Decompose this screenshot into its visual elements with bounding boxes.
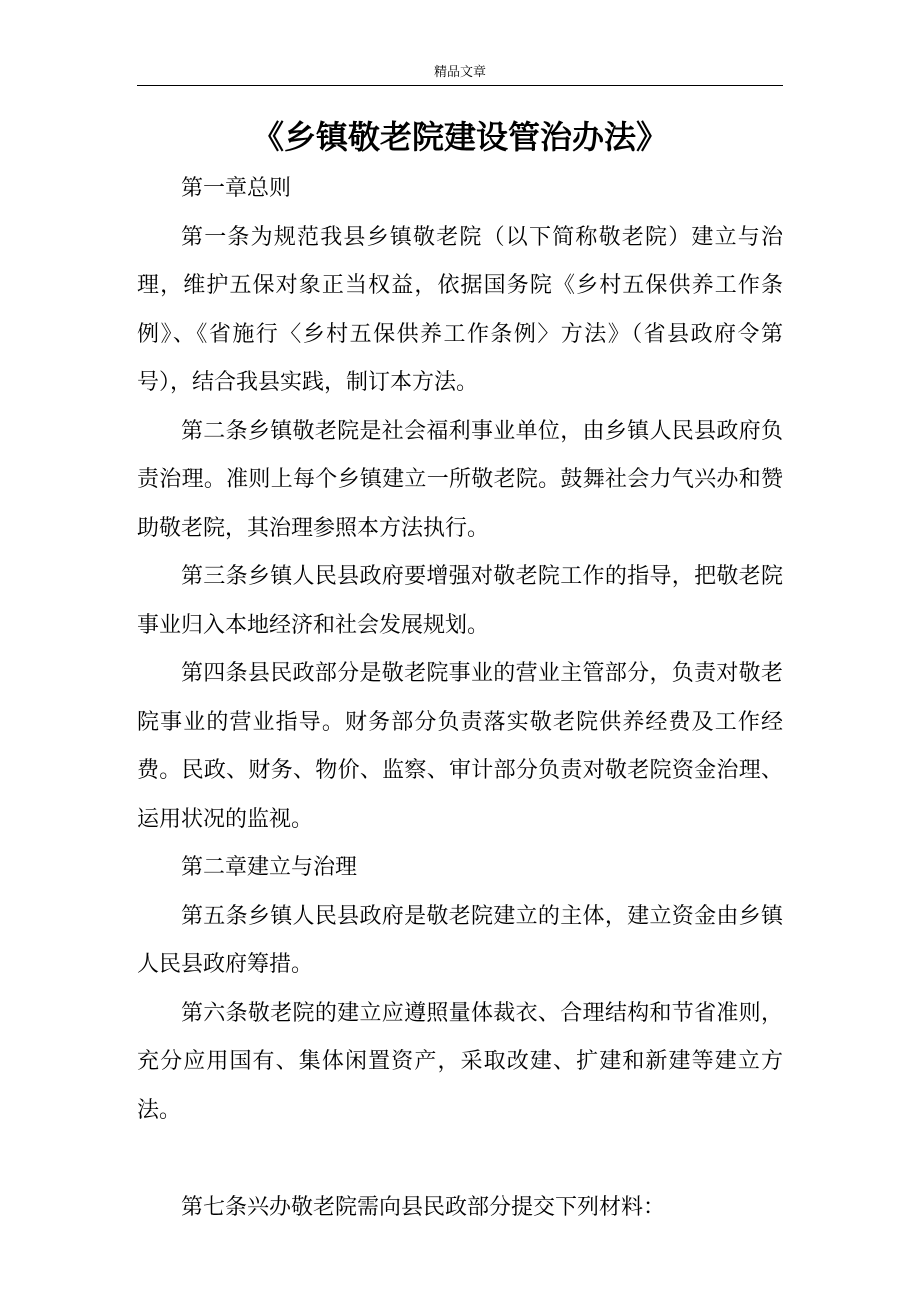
chapter-heading-2: 第二章建立与治理 [181, 855, 358, 880]
header-rule [137, 85, 783, 86]
article-2-paragraph: 第二条乡镇敬老院是社会福利事业单位，由乡镇人民县政府负责治理。准则上每个乡镇建立一所敬老院。鼓舞社会力气兴办和赞助敬老院，其治理参照本方法执行。 [137, 418, 783, 541]
paragraph-gap [137, 1135, 783, 1184]
running-header: 精品文章 [433, 65, 486, 80]
article-7-paragraph: 第七条兴办敬老院需向县民政部分提交下列材料： [181, 1194, 666, 1220]
article-5-paragraph: 第五条乡镇人民县政府是敬老院建立的主体，建立资金由乡镇人民县政府筹措。 [137, 903, 783, 977]
chapter-heading-1: 第一章总则 [181, 176, 292, 201]
article-3-paragraph: 第三条乡镇人民县政府要增强对敬老院工作的指导，把敬老院事业归入本地经济和社会发展规划。 [137, 564, 783, 638]
document-body [137, 165, 783, 1232]
article-1-paragraph: 第一条为规范我县乡镇敬老院（以下简称敬老院）建立与治理，维护五保对象正当权益，依据国务院《乡村五保供养工作条例》、《省施行〈乡村五保供养工作条例〉方法》（省县政府令第号），结合我县实践，制订本方法。 [137, 224, 783, 395]
article-6-paragraph: 第六条敬老院的建立应遵照量体裁衣、合理结构和节省准则，充分应用国有、集体闲置资产，采取改建、扩建和新建等建立方法。 [137, 1000, 783, 1123]
document-title: 《乡镇敬老院建设管治办法》 [251, 118, 668, 156]
article-4-paragraph: 第四条县民政部分是敬老院事业的营业主管部分，负责对敬老院事业的营业指导。财务部分负责落实敬老院供养经费及工作经费。民政、财务、物价、监察、审计部分负责对敬老院资金治理、运用状况的监视。 [137, 661, 783, 832]
